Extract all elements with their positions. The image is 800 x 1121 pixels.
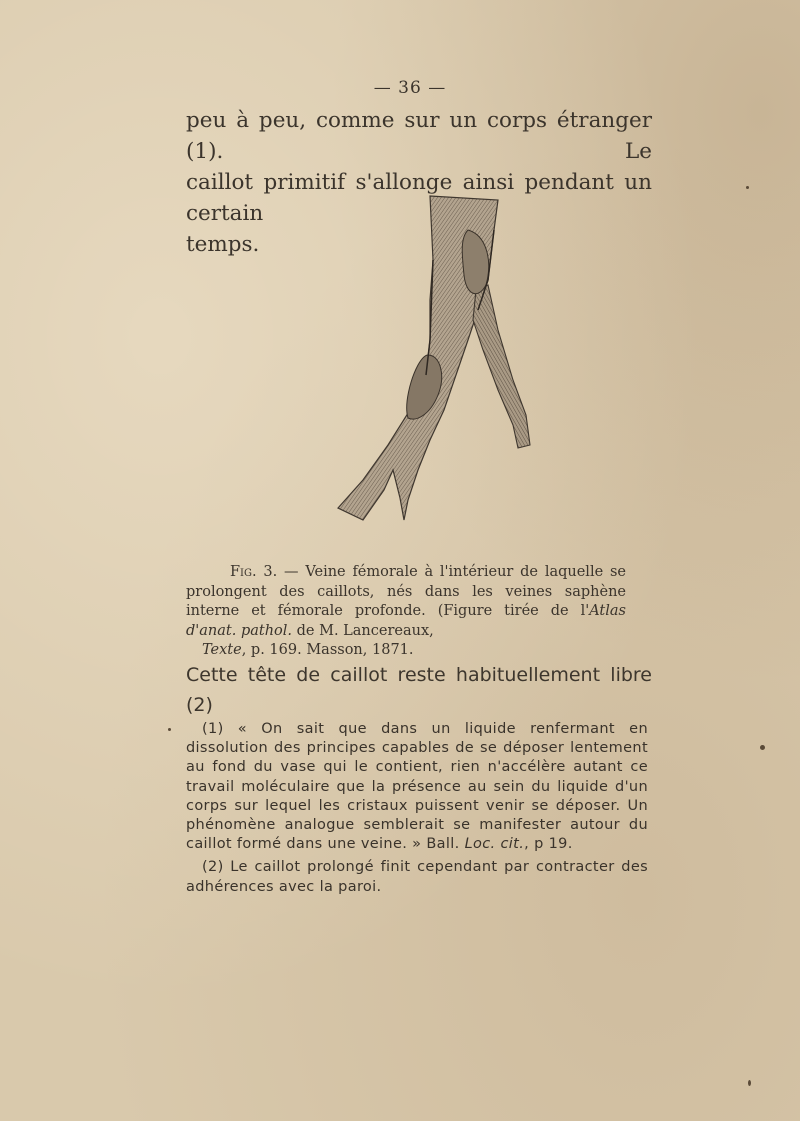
footnote-1 — [186, 720, 648, 854]
paper-speck — [748, 1080, 751, 1086]
paper-speck — [168, 728, 171, 731]
caption-last-line — [186, 641, 626, 661]
paragraph-2: Cette tête de caillot reste habituellement libre (2) — [186, 664, 652, 716]
caption-text-b: de M. Lancereaux, — [292, 622, 434, 639]
footnote-1-locref: Loc. cit. — [464, 836, 525, 853]
caption-atlas-title: Atlas d'anat. pathol. — [186, 603, 626, 639]
footnote-1-text: (1) « On sait que dans un liquide renfermant en dissolution des principes capables de se déposer lentement au fond du vase qui le contient, rien n'accélère autant ce travail moléculaire que la présence au sein du liquide d'un corps sur lequel les cristaux puissent venir se déposer. Un phénomène analogue semblerait se manifester autour du caillot formé dans une veine. » Ball. — [186, 721, 648, 853]
figure-vein-illustration — [318, 190, 548, 535]
caption-texte: Texte — [202, 642, 242, 658]
paper-speck — [760, 745, 765, 750]
page-number: — 36 — — [373, 78, 447, 98]
footnotes — [186, 720, 648, 901]
caption-text-a: — Veine fémorale à l'intérieur de laquelle se prolongent des caillots, nés dans les veines saphène interne et fémorale profonde. (Figure tirée de l' — [186, 564, 626, 619]
caption-text-c: , p. 169. Masson, 1871. — [241, 642, 414, 658]
saphenous-branch-shape — [473, 285, 530, 448]
figure-caption — [186, 563, 626, 661]
figure-label: Fig. 3. — [230, 564, 278, 580]
paper-speck — [746, 186, 749, 189]
vein-drawing — [318, 190, 548, 535]
footnote-2: (2) Le caillot prolongé finit cependant par contracter des adhérences avec la paroi. — [186, 859, 648, 895]
paragraph-1-line-2: caillot primitif s'allonge ainsi pendant un certain — [186, 170, 652, 226]
paragraph-1-line-3: temps. — [186, 232, 260, 257]
paragraph-1-line-1: peu à peu, comme sur un corps étranger (1). Le — [186, 108, 652, 164]
footnote-1-tail: , p 19. — [524, 836, 573, 853]
